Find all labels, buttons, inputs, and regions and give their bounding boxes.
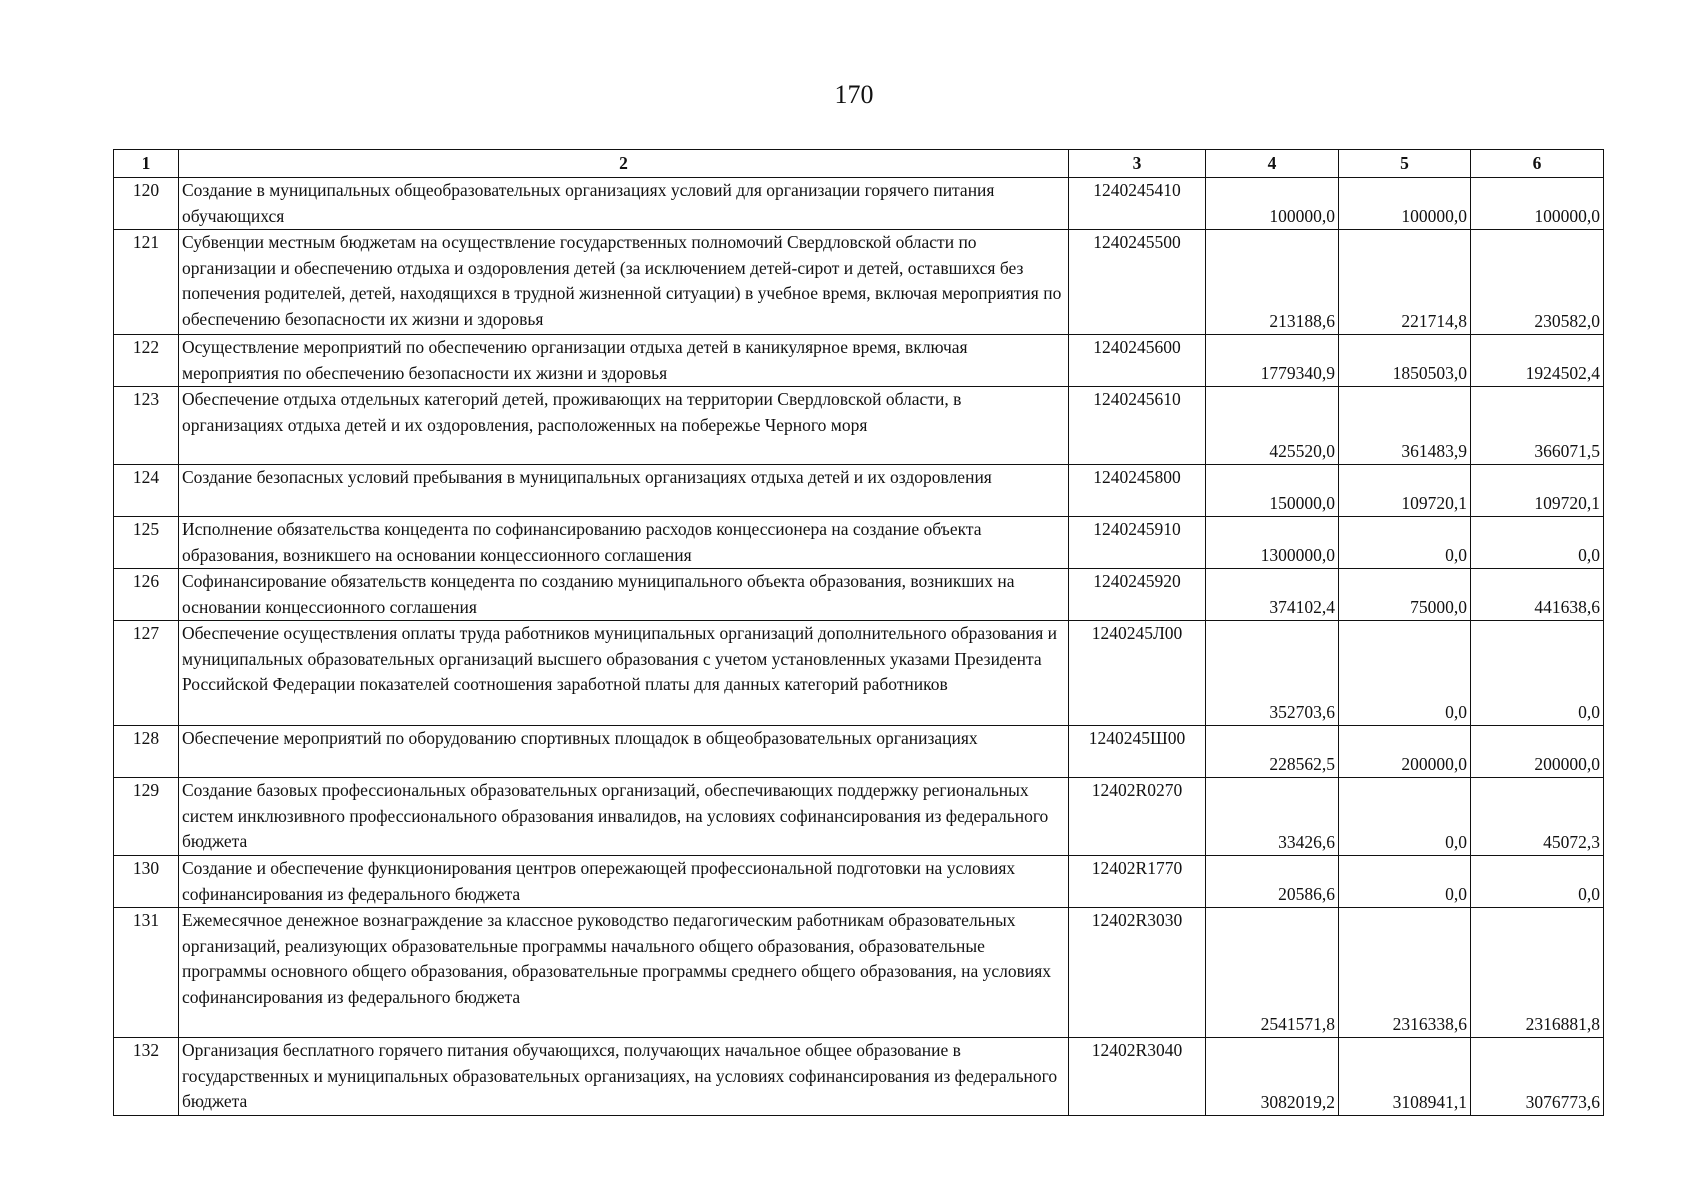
row-value-col5-cell: 361483,9	[1339, 387, 1471, 465]
table-row	[114, 569, 1604, 621]
row-value-col4-cell: 20586,6	[1206, 856, 1339, 908]
row-value-col4-cell: 100000,0	[1206, 178, 1339, 230]
row-value-col5-cell: 0,0	[1339, 621, 1471, 726]
row-code-cell: 1240245800	[1069, 465, 1206, 517]
table-row	[114, 726, 1604, 778]
table-row	[114, 1038, 1604, 1116]
row-code-cell: 1240245500	[1069, 230, 1206, 335]
row-value-col4-cell: 2541571,8	[1206, 908, 1339, 1038]
table-row	[114, 778, 1604, 856]
row-code-cell: 1240245Ш00	[1069, 726, 1206, 778]
row-value-col4-cell: 228562,5	[1206, 726, 1339, 778]
row-value-col6-cell: 0,0	[1471, 856, 1604, 908]
table-row	[114, 230, 1604, 335]
row-value-col5-cell: 1850503,0	[1339, 335, 1471, 387]
row-value-col4-cell: 374102,4	[1206, 569, 1339, 621]
row-value-col5-cell: 75000,0	[1339, 569, 1471, 621]
table-row	[114, 387, 1604, 465]
table-row	[114, 856, 1604, 908]
row-value-col5-cell: 109720,1	[1339, 465, 1471, 517]
row-value-col6-cell: 441638,6	[1471, 569, 1604, 621]
row-number-cell: 128	[114, 726, 179, 778]
row-code-cell: 1240245610	[1069, 387, 1206, 465]
row-number-cell: 130	[114, 856, 179, 908]
row-value-col6-cell: 0,0	[1471, 517, 1604, 569]
row-value-col5-cell: 0,0	[1339, 856, 1471, 908]
column-header: 2	[179, 150, 1069, 178]
table-row	[114, 465, 1604, 517]
row-value-col4-cell: 1300000,0	[1206, 517, 1339, 569]
row-code-cell: 1240245910	[1069, 517, 1206, 569]
row-number-cell: 122	[114, 335, 179, 387]
row-name-cell: Создание базовых профессиональных образовательных организаций, обеспечивающих поддержку региональных систем инклюзивного профессионального образования инвалидов, на условиях софинансирования из федерального бюджета	[179, 778, 1069, 856]
row-value-col4-cell: 352703,6	[1206, 621, 1339, 726]
row-value-col5-cell: 100000,0	[1339, 178, 1471, 230]
row-name-cell: Обеспечение осуществления оплаты труда работников муниципальных организаций дополнительного образования и муниципальных образовательных организаций высшего образования с учетом установленных указами Президента Российской Федерации показателей соотношения заработной платы для данных категорий работников	[179, 621, 1069, 726]
row-value-col4-cell: 33426,6	[1206, 778, 1339, 856]
row-code-cell: 1240245410	[1069, 178, 1206, 230]
table-header-row	[114, 150, 1604, 178]
table-row	[114, 335, 1604, 387]
column-header: 3	[1069, 150, 1206, 178]
table-row	[114, 178, 1604, 230]
column-header: 4	[1206, 150, 1339, 178]
row-number-cell: 123	[114, 387, 179, 465]
table-row	[114, 517, 1604, 569]
row-value-col5-cell: 2316338,6	[1339, 908, 1471, 1038]
row-value-col6-cell: 109720,1	[1471, 465, 1604, 517]
row-code-cell: 12402R3030	[1069, 908, 1206, 1038]
row-number-cell: 120	[114, 178, 179, 230]
row-name-cell: Обеспечение мероприятий по оборудованию спортивных площадок в общеобразовательных организациях	[179, 726, 1069, 778]
column-header: 5	[1339, 150, 1471, 178]
row-code-cell: 12402R1770	[1069, 856, 1206, 908]
row-code-cell: 1240245Л00	[1069, 621, 1206, 726]
row-number-cell: 124	[114, 465, 179, 517]
row-code-cell: 12402R3040	[1069, 1038, 1206, 1116]
row-value-col4-cell: 150000,0	[1206, 465, 1339, 517]
row-name-cell: Организация бесплатного горячего питания обучающихся, получающих начальное общее образование в государственных и муниципальных образовательных организациях, на условиях софинансирования из федерального бюджета	[179, 1038, 1069, 1116]
row-name-cell: Создание и обеспечение функционирования центров опережающей профессиональной подготовки на условиях софинансирования из федерального бюджета	[179, 856, 1069, 908]
table-row	[114, 908, 1604, 1038]
row-value-col5-cell: 0,0	[1339, 517, 1471, 569]
row-number-cell: 129	[114, 778, 179, 856]
row-value-col4-cell: 3082019,2	[1206, 1038, 1339, 1116]
row-value-col6-cell: 230582,0	[1471, 230, 1604, 335]
table-row	[114, 621, 1604, 726]
row-name-cell: Обеспечение отдыха отдельных категорий детей, проживающих на территории Свердловской области, в организациях отдыха детей и их оздоровления, расположенных на побережье Черного моря	[179, 387, 1069, 465]
row-code-cell: 1240245600	[1069, 335, 1206, 387]
row-code-cell: 1240245920	[1069, 569, 1206, 621]
column-header: 6	[1471, 150, 1604, 178]
row-number-cell: 127	[114, 621, 179, 726]
page-number: 170	[834, 80, 874, 109]
row-name-cell: Создание в муниципальных общеобразовательных организациях условий для организации горячего питания обучающихся	[179, 178, 1069, 230]
row-number-cell: 121	[114, 230, 179, 335]
row-value-col6-cell: 2316881,8	[1471, 908, 1604, 1038]
row-value-col6-cell: 200000,0	[1471, 726, 1604, 778]
row-code-cell: 12402R0270	[1069, 778, 1206, 856]
row-name-cell: Создание безопасных условий пребывания в муниципальных организациях отдыха детей и их оздоровления	[179, 465, 1069, 517]
row-name-cell: Осуществление мероприятий по обеспечению организации отдыха детей в каникулярное время, включая мероприятия по обеспечению безопасности их жизни и здоровья	[179, 335, 1069, 387]
row-name-cell: Софинансирование обязательств концедента по созданию муниципального объекта образования, возникших на основании концессионного соглашения	[179, 569, 1069, 621]
row-name-cell: Субвенции местным бюджетам на осуществление государственных полномочий Свердловской области по организации и обеспечению отдыха и оздоровления детей (за исключением детей-сирот и детей, оставшихся без попечения родителей, детей, находящихся в трудной жизненной ситуации) в учебное время, включая мероприятия по обеспечению безопасности их жизни и здоровья	[179, 230, 1069, 335]
row-value-col4-cell: 1779340,9	[1206, 335, 1339, 387]
row-name-cell: Ежемесячное денежное вознаграждение за классное руководство педагогическим работникам образовательных организаций, реализующих образовательные программы начального общего образования, образовательные программы основного общего образования, образовательные программы среднего общего образования, на условиях софинансирования из федерального бюджета	[179, 908, 1069, 1038]
row-value-col4-cell: 213188,6	[1206, 230, 1339, 335]
row-number-cell: 131	[114, 908, 179, 1038]
row-value-col6-cell: 3076773,6	[1471, 1038, 1604, 1116]
row-value-col6-cell: 45072,3	[1471, 778, 1604, 856]
row-value-col5-cell: 221714,8	[1339, 230, 1471, 335]
row-value-col6-cell: 366071,5	[1471, 387, 1604, 465]
row-value-col5-cell: 0,0	[1339, 778, 1471, 856]
row-value-col6-cell: 1924502,4	[1471, 335, 1604, 387]
row-name-cell: Исполнение обязательства концедента по софинансированию расходов концессионера на создание объекта образования, возникшего на основании концессионного соглашения	[179, 517, 1069, 569]
row-value-col6-cell: 0,0	[1471, 621, 1604, 726]
row-value-col4-cell: 425520,0	[1206, 387, 1339, 465]
row-value-col6-cell: 100000,0	[1471, 178, 1604, 230]
row-number-cell: 125	[114, 517, 179, 569]
row-number-cell: 132	[114, 1038, 179, 1116]
row-value-col5-cell: 200000,0	[1339, 726, 1471, 778]
column-header: 1	[114, 150, 179, 178]
budget-table	[113, 149, 1604, 1116]
row-number-cell: 126	[114, 569, 179, 621]
row-value-col5-cell: 3108941,1	[1339, 1038, 1471, 1116]
